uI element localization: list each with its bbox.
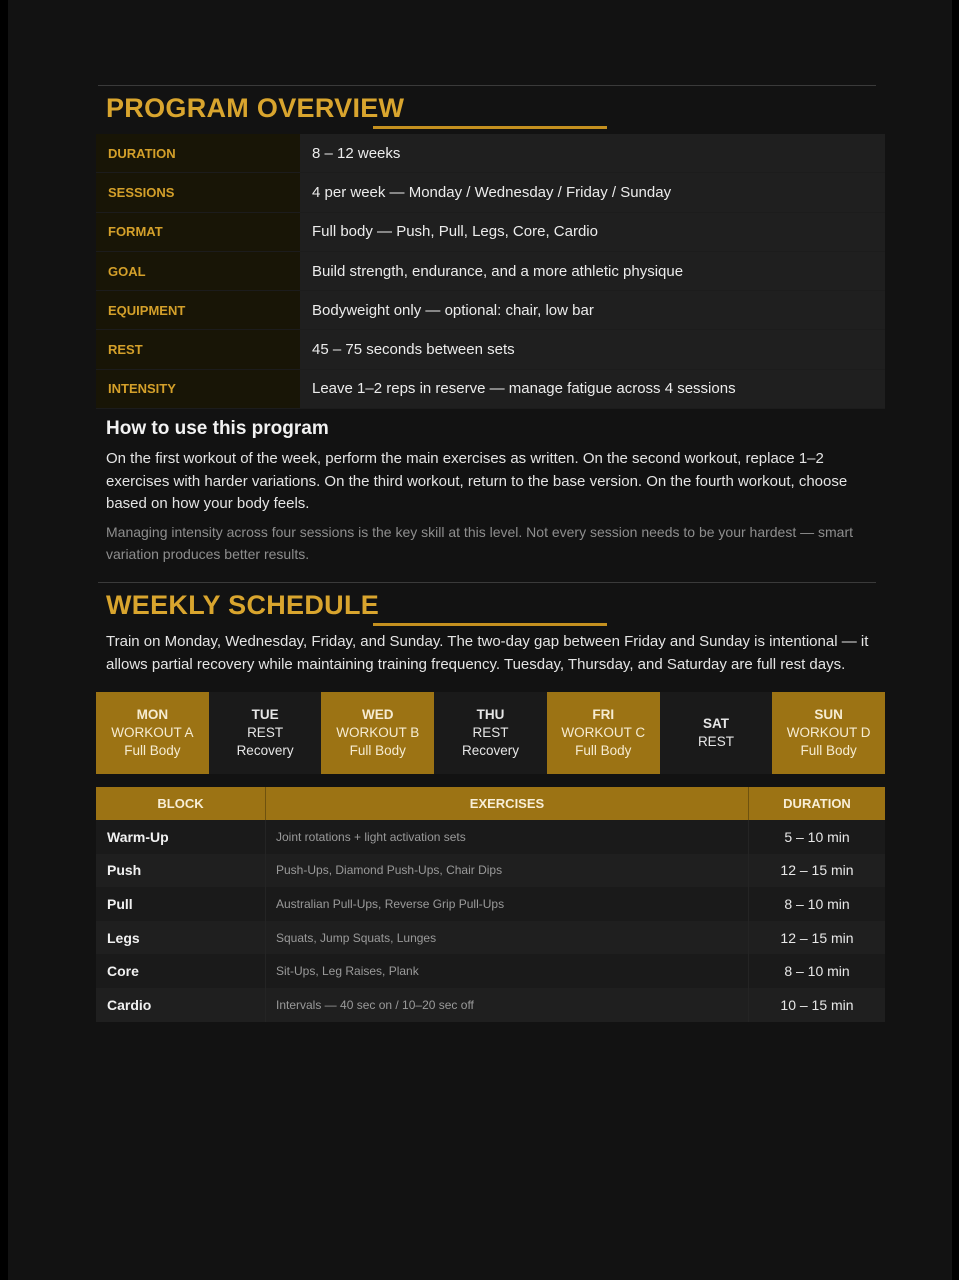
day-type: WORKOUT D	[786, 725, 871, 740]
exercises-cell: Joint rotations + light activation sets	[266, 820, 749, 854]
table-row	[96, 954, 885, 988]
day-name: SUN	[814, 707, 843, 722]
overview-key: REST	[96, 330, 300, 368]
weekly-title-underline	[373, 623, 607, 626]
day-type: WORKOUT A	[111, 725, 194, 740]
day-type: REST	[697, 734, 734, 749]
day-name: THU	[476, 707, 505, 722]
overview-key: FORMAT	[96, 213, 300, 251]
day-type: WORKOUT B	[336, 725, 420, 740]
block-cell: Push	[96, 854, 266, 888]
day-thu	[434, 692, 547, 774]
day-sun	[772, 692, 885, 774]
block-cell: Pull	[96, 887, 266, 921]
day-wed	[321, 692, 434, 774]
day-detail: Full Body	[349, 743, 406, 758]
overview-row-sessions	[96, 173, 885, 212]
day-detail: Full Body	[800, 743, 857, 758]
day-type: REST	[472, 725, 509, 740]
overview-row-rest	[96, 330, 885, 369]
table-row	[96, 854, 885, 888]
overview-value: Bodyweight only — optional: chair, low bar	[300, 291, 885, 329]
day-detail: Full Body	[124, 743, 181, 758]
day-name: FRI	[592, 707, 615, 722]
overview-key: GOAL	[96, 252, 300, 290]
page	[8, 0, 952, 1280]
weekly-title: WEEKLY SCHEDULE	[106, 590, 380, 620]
day-detail: Full Body	[575, 743, 632, 758]
table-row	[96, 921, 885, 955]
day-mon	[96, 692, 209, 774]
duration-cell: 8 – 10 min	[749, 954, 886, 988]
howto-body: On the first workout of the week, perform the main exercises as written. On the second workout, replace 1–2 exercises with harder variations. On the third workout, return to the base version. On the fourth workout, choose based on how your body feels.	[106, 450, 848, 512]
exercises-cell: Push-Ups, Diamond Push-Ups, Chair Dips	[266, 854, 749, 888]
howto-heading: How to use this program	[106, 418, 329, 439]
duration-cell: 12 – 15 min	[749, 921, 886, 955]
overview-row-format	[96, 213, 885, 252]
overview-table	[96, 134, 885, 409]
overview-value: Build strength, endurance, and a more athletic physique	[300, 252, 885, 290]
top-divider	[98, 85, 876, 86]
table-row	[96, 887, 885, 921]
duration-cell: 12 – 15 min	[749, 854, 886, 888]
exercises-cell: Intervals — 40 sec on / 10–20 sec off	[266, 988, 749, 1022]
header-duration: DURATION	[749, 787, 886, 820]
duration-cell: 5 – 10 min	[749, 820, 886, 854]
howto-note: Managing intensity across four sessions is the key skill at this level. Not every session needs to be your hardest — smart variation produces better results.	[106, 524, 854, 562]
table-row	[96, 820, 885, 854]
overview-value: Full body — Push, Pull, Legs, Core, Cardio	[300, 213, 885, 251]
overview-value: 45 – 75 seconds between sets	[300, 330, 885, 368]
day-tue	[209, 692, 322, 774]
header-exercises: EXERCISES	[266, 787, 749, 820]
exercises-cell: Squats, Jump Squats, Lunges	[266, 921, 749, 955]
overview-row-goal	[96, 252, 885, 291]
day-name: SAT	[702, 716, 729, 731]
day-sat	[660, 692, 773, 774]
day-name: WED	[362, 707, 394, 722]
overview-value: Leave 1–2 reps in reserve — manage fatigue across 4 sessions	[300, 370, 885, 408]
day-detail: Recovery	[236, 743, 294, 758]
overview-value: 8 – 12 weeks	[300, 134, 885, 172]
section-divider	[98, 582, 876, 583]
day-name: MON	[136, 707, 169, 722]
overview-key: INTENSITY	[96, 370, 300, 408]
overview-title-underline	[373, 126, 607, 129]
block-cell: Legs	[96, 921, 266, 955]
day-name: TUE	[251, 707, 279, 722]
day-type: WORKOUT C	[561, 725, 646, 740]
overview-key: DURATION	[96, 134, 300, 172]
day-type: REST	[247, 725, 284, 740]
exercises-cell: Sit-Ups, Leg Raises, Plank	[266, 954, 749, 988]
duration-cell: 10 – 15 min	[749, 988, 886, 1022]
overview-key: SESSIONS	[96, 173, 300, 211]
exercises-cell: Australian Pull-Ups, Reverse Grip Pull-Ups	[266, 887, 749, 921]
overview-key: EQUIPMENT	[96, 291, 300, 329]
day-fri	[547, 692, 660, 774]
duration-cell: 8 – 10 min	[749, 887, 886, 921]
overview-title: PROGRAM OVERVIEW	[106, 93, 405, 123]
day-detail: Recovery	[462, 743, 520, 758]
weekly-intro: Train on Monday, Wednesday, Friday, and Sunday. The two-day gap between Friday and Sunday is intentional — it allows partial recovery while maintaining training frequency. Tuesday, Thursday, and Saturday are full rest days.	[106, 633, 869, 673]
block-cell: Cardio	[96, 988, 266, 1022]
session-table	[96, 787, 885, 1022]
overview-row-duration	[96, 134, 885, 173]
overview-row-equipment	[96, 291, 885, 330]
block-cell: Warm-Up	[96, 820, 266, 854]
table-header-row	[96, 787, 885, 820]
week-day-strip	[96, 692, 885, 774]
table-row	[96, 988, 885, 1022]
overview-row-intensity	[96, 370, 885, 409]
block-cell: Core	[96, 954, 266, 988]
overview-value: 4 per week — Monday / Wednesday / Friday / Sunday	[300, 173, 885, 211]
header-block: BLOCK	[96, 787, 266, 820]
